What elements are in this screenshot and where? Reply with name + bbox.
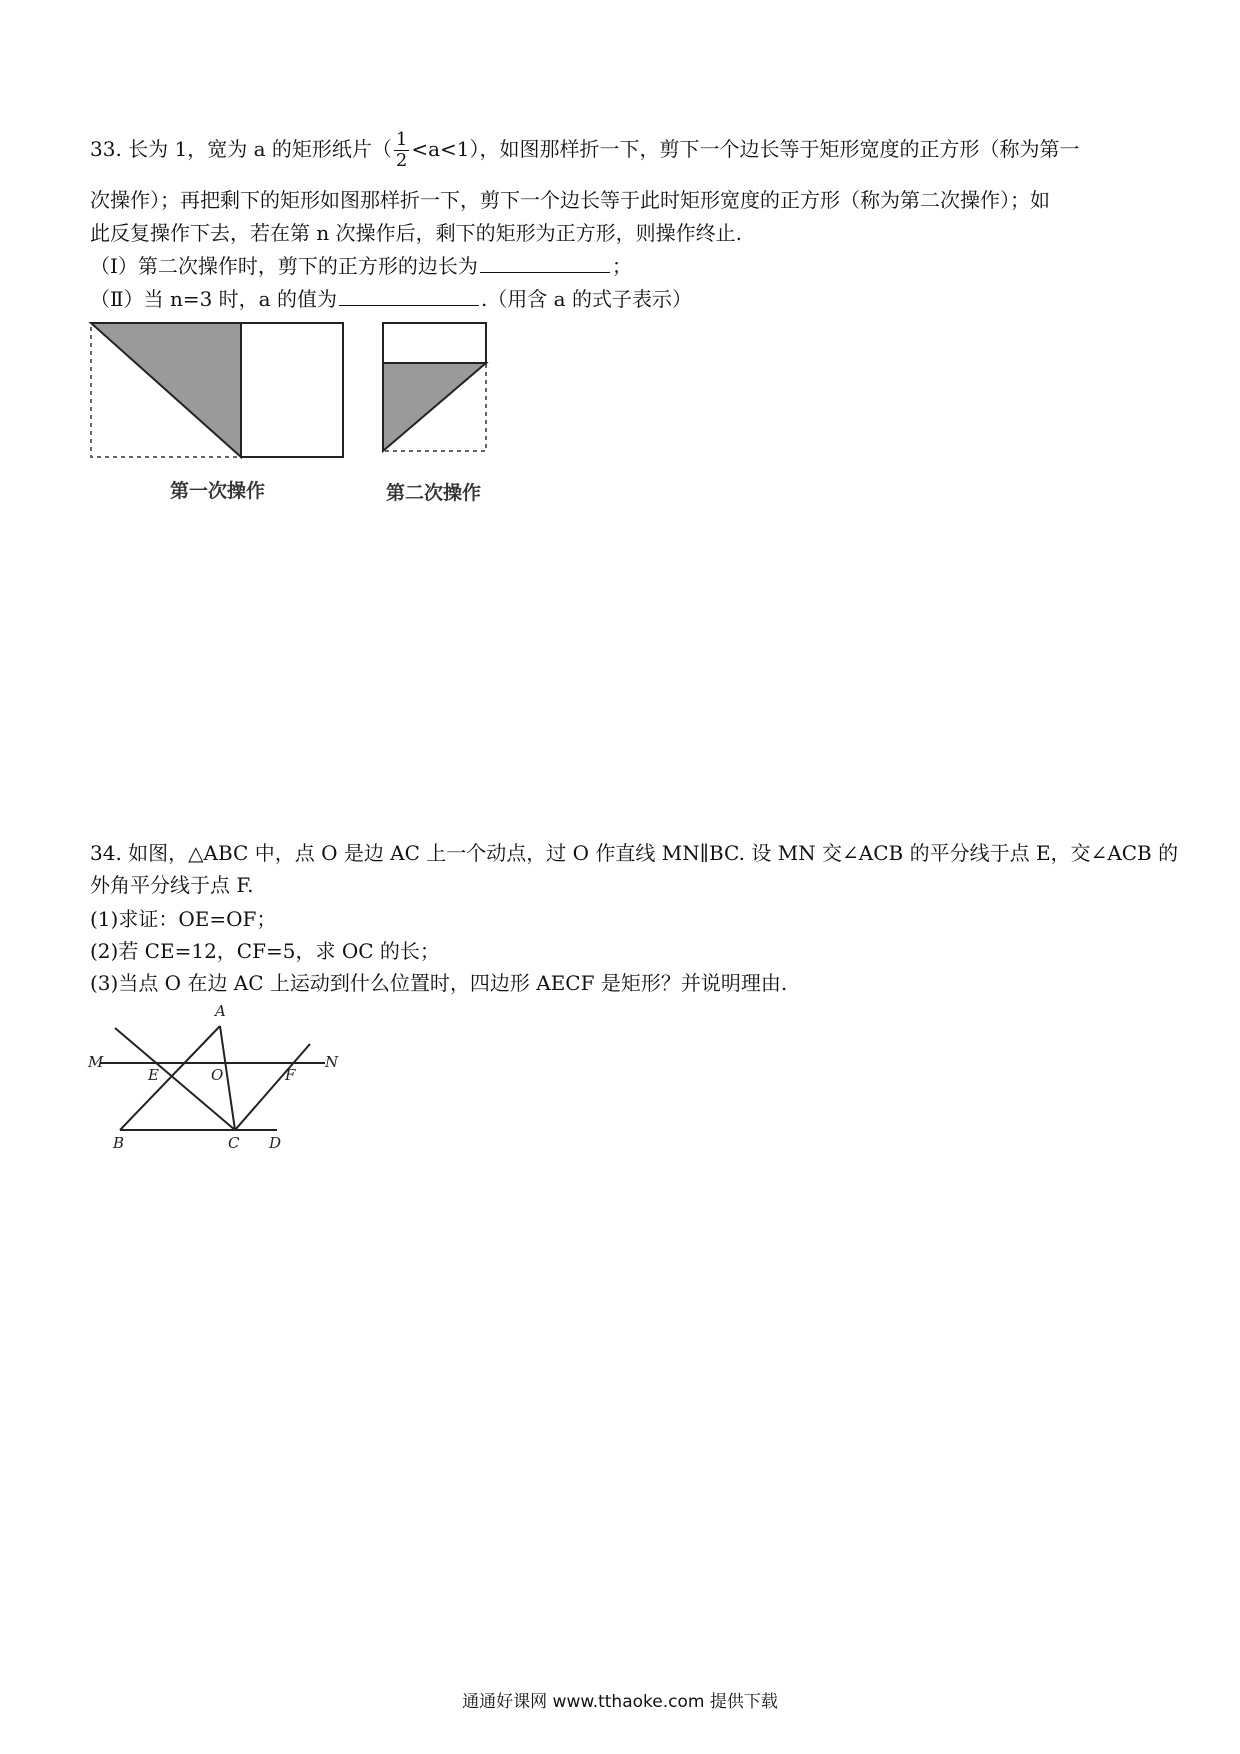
label-e: E xyxy=(148,1066,159,1084)
q33-part-1-text: （I）第二次操作时，剪下的正方形的边长为 xyxy=(90,254,478,278)
caption-second-operation: 第二次操作 xyxy=(386,482,482,504)
folded-triangle-2 xyxy=(383,363,486,451)
bisector-cf xyxy=(235,1044,310,1130)
q33-part-1 xyxy=(90,250,632,281)
top-rectangle xyxy=(383,323,486,363)
remaining-rectangle xyxy=(241,323,343,457)
q33-part-2-end: .（用含 a 的式子表示） xyxy=(480,287,692,311)
q33-part-1-end: ； xyxy=(611,254,632,278)
label-o: O xyxy=(211,1066,224,1084)
q34-line-1: 34. 如图，△ABC 中，点 O 是边 AC 上一个动点，过 O 作直线 MN∥BC. 设 MN 交∠ACB 的平分线于点 E，交∠ACB 的 xyxy=(90,841,1179,865)
side-ab xyxy=(120,1026,220,1130)
first-operation-figure xyxy=(88,320,348,460)
label-b: B xyxy=(113,1134,125,1152)
label-m: M xyxy=(88,1053,104,1071)
fraction-numerator: 1 xyxy=(395,129,408,150)
page-footer: 通通好课网 www.tthaoke.com 提供下载 xyxy=(462,1692,778,1712)
folded-triangle xyxy=(91,323,241,457)
q34-line-4: (2)若 CE=12，CF=5，求 OC 的长； xyxy=(90,939,440,963)
label-a: A xyxy=(215,1002,226,1020)
label-d: D xyxy=(269,1134,282,1152)
caption-first-operation: 第一次操作 xyxy=(170,480,266,502)
q33-part-2-text: （Ⅱ）当 n=3 时，a 的值为 xyxy=(90,287,337,311)
second-operation-figure xyxy=(380,320,490,455)
answer-blank-2[interactable] xyxy=(339,283,479,306)
label-n: N xyxy=(325,1053,339,1071)
q33-line-3: 此反复操作下去，若在第 n 次操作后，剩下的矩形为正方形，则操作终止. xyxy=(90,221,742,245)
q34-line-2: 外角平分线于点 F. xyxy=(90,873,254,897)
fraction-one-half xyxy=(394,130,409,171)
q33-text-1b: <a<1），如图那样折一下，剪下一个边长等于矩形宽度的正方形（称为第一 xyxy=(411,137,1080,161)
label-c: C xyxy=(228,1134,240,1152)
fraction-denominator: 2 xyxy=(395,150,408,171)
q34-line-3: (1)求证：OE=OF； xyxy=(90,907,277,931)
q34-line-5: (3)当点 O 在边 AC 上运动到什么位置时，四边形 AECF 是矩形？并说明理由. xyxy=(90,971,788,995)
q33-line-2: 次操作）；再把剩下的矩形如图那样折一下，剪下一个边长等于此时矩形宽度的正方形（称为第二次操作）；如 xyxy=(90,188,1050,212)
label-f: F xyxy=(285,1066,296,1084)
q33-line-1 xyxy=(90,130,1080,171)
triangle-geometry-figure xyxy=(85,1002,345,1153)
answer-blank-1[interactable] xyxy=(480,250,610,273)
q33-text-1a: 33. 长为 1，宽为 a 的矩形纸片（ xyxy=(90,137,392,161)
q33-part-2 xyxy=(90,283,692,314)
